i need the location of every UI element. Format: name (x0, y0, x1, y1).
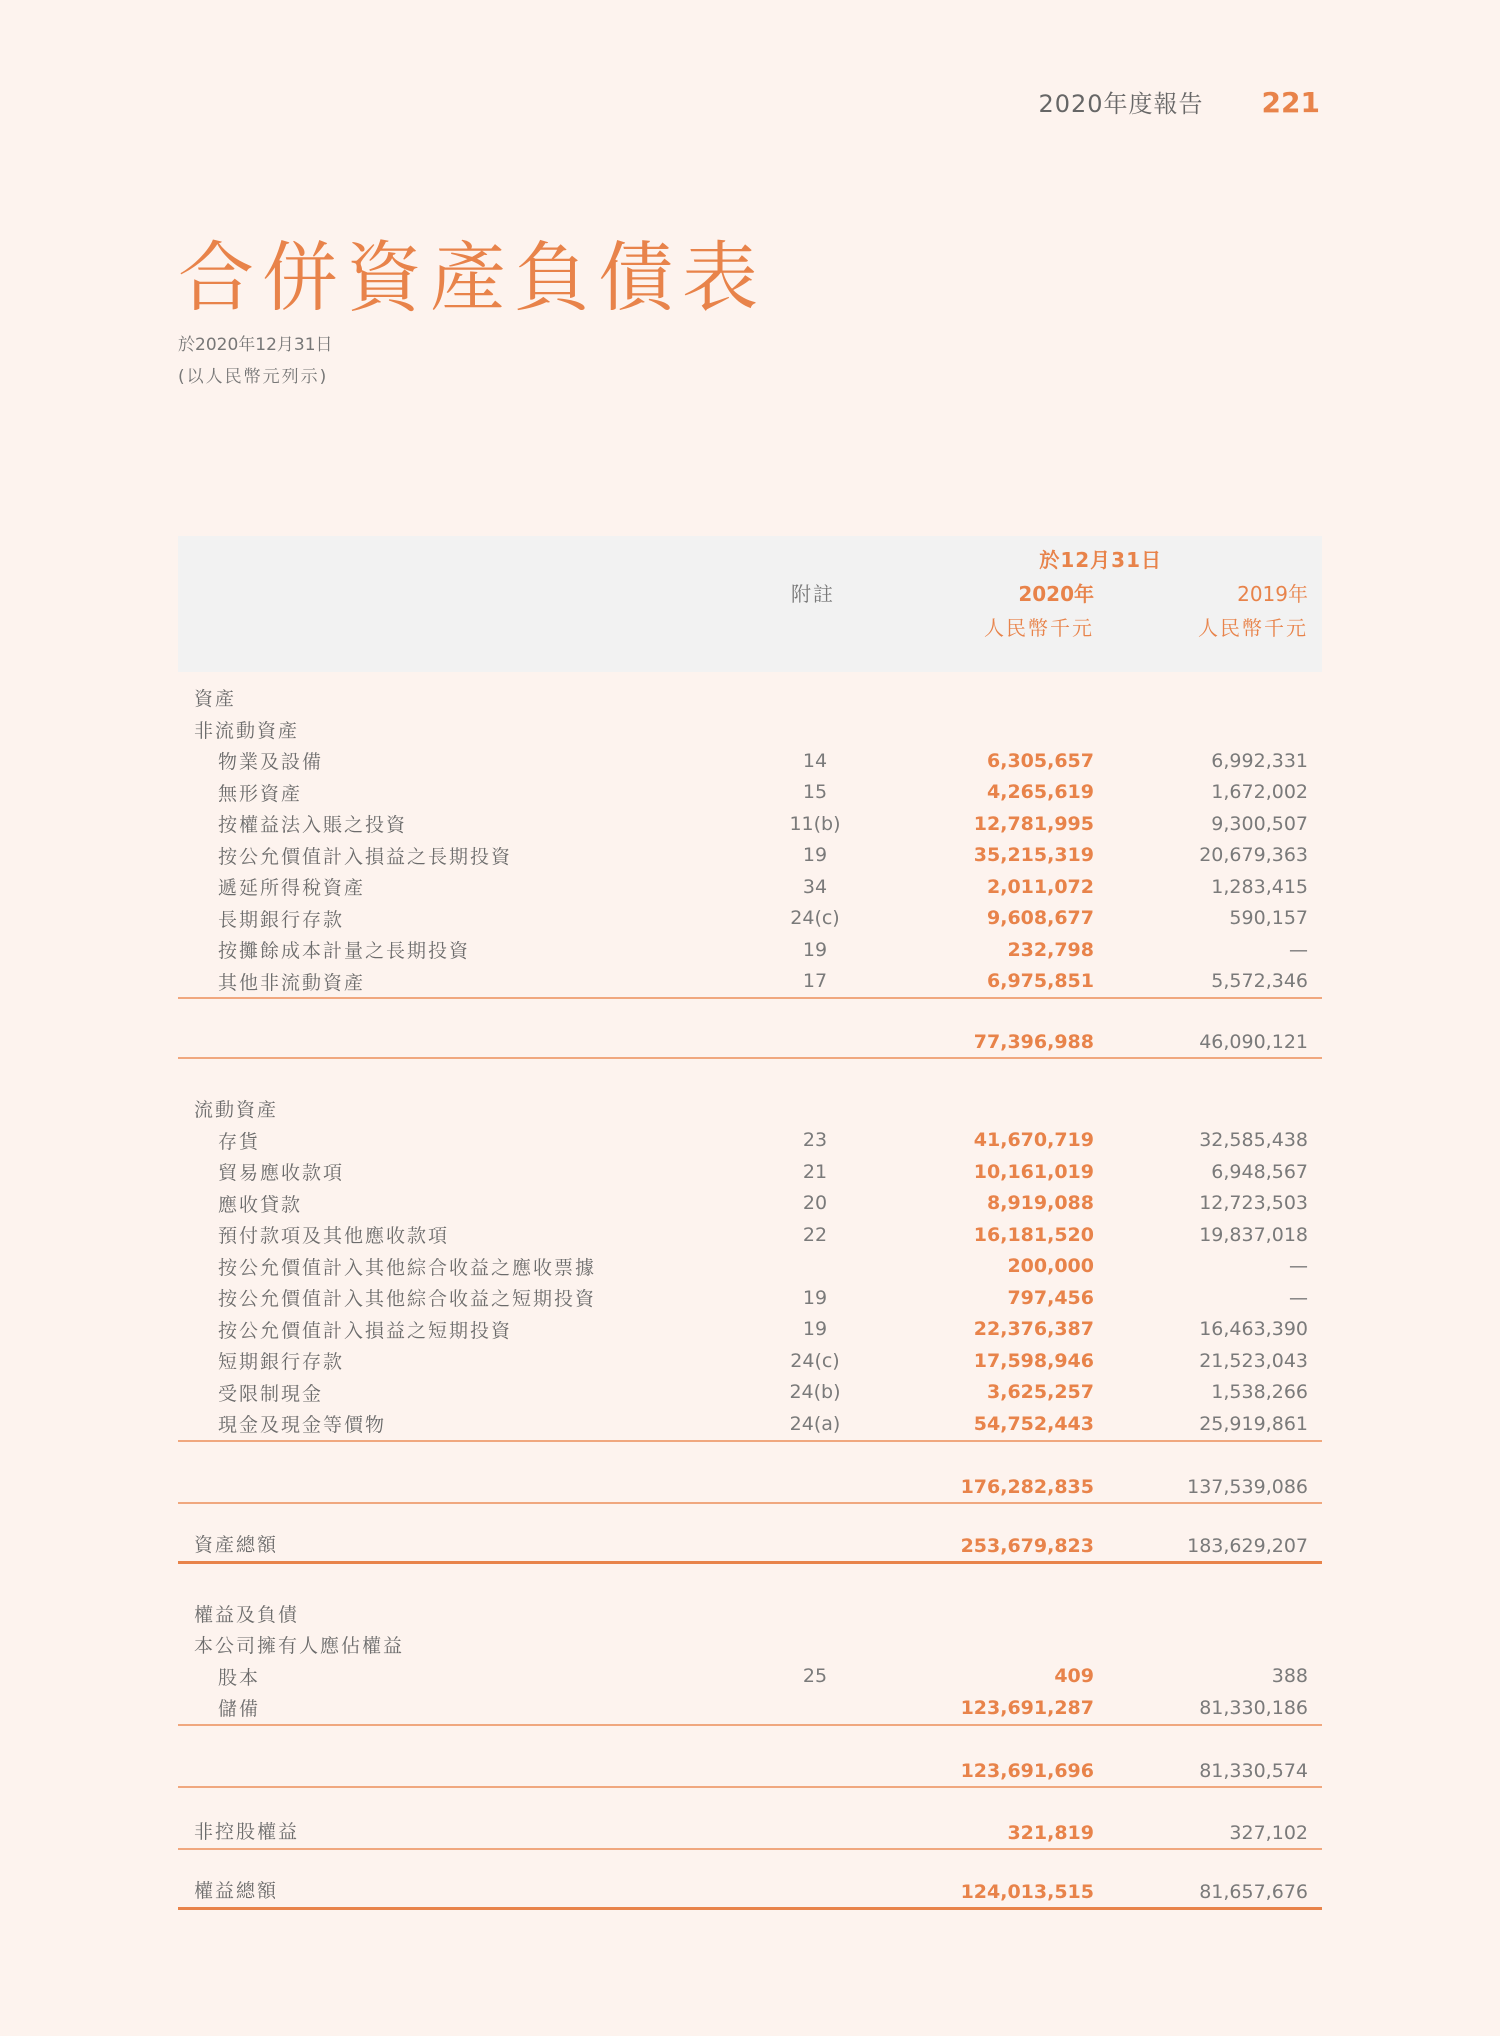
row-note: 20 (802, 1192, 828, 1215)
row-value-2019: — (1289, 1286, 1308, 1309)
table-row (178, 808, 1322, 840)
total-assets-row: 資產總額 253,679,823 183,629,207 (178, 1502, 1322, 1564)
subsection-heading: 流動資產 (194, 1099, 279, 1122)
table-row (178, 1188, 1322, 1220)
row-value-2019: 81,330,186 (1199, 1696, 1308, 1719)
row-value-2019: 20,679,363 (1199, 844, 1308, 867)
row-label: 其他非流動資產 (218, 971, 366, 994)
table-row (178, 1219, 1322, 1251)
row-note: 25 (802, 1665, 828, 1688)
row-value-2020: 12,781,995 (973, 812, 1094, 835)
row-note: 24(c) (790, 907, 840, 930)
row-label: 物業及設備 (218, 751, 324, 774)
row-label: 股本 (218, 1666, 261, 1689)
row-value-2020: 200,000 (1007, 1255, 1094, 1278)
row-label: 應收貸款 (218, 1193, 303, 1216)
row-note: 23 (802, 1129, 828, 1152)
row-value-2020: 6,305,657 (987, 749, 1094, 772)
table-row (178, 966, 1322, 998)
row-note: 19 (802, 938, 828, 961)
section-heading: 權益及負債 (194, 1603, 300, 1626)
header-currency-2020: 人民幣千元 (984, 616, 1094, 640)
row-value-2020: 9,608,677 (987, 907, 1094, 930)
row-label: 按公允價值計入損益之短期投資 (218, 1319, 513, 1342)
row-value-2019: 12,723,503 (1199, 1192, 1308, 1215)
row-value-2019: 32,585,438 (1199, 1129, 1308, 1152)
row-note: 21 (802, 1160, 828, 1183)
row-note: 19 (802, 1318, 828, 1341)
row-value-2020: 10,161,019 (973, 1160, 1094, 1183)
row-label: 長期銀行存款 (218, 908, 345, 931)
table-row (178, 1661, 1322, 1693)
row-label: 按攤餘成本計量之長期投資 (218, 940, 471, 963)
row-label: 遞延所得稅資產 (218, 877, 366, 900)
row-label: 按公允價值計入其他綜合收益之應收票據 (218, 1256, 597, 1279)
row-value-2019: 21,523,043 (1199, 1349, 1308, 1372)
table-row (178, 1345, 1322, 1377)
row-value-2019: 19,837,018 (1199, 1223, 1308, 1246)
subtotal-row: 176,282,835 137,539,086 (178, 1440, 1322, 1502)
table-header (178, 536, 1322, 672)
section-heading: 資產 (194, 688, 237, 711)
row-label: 預付款項及其他應收款項 (218, 1225, 450, 1248)
row-value-2020: 16,181,520 (973, 1223, 1094, 1246)
table-row (178, 1282, 1322, 1314)
row-value-2020: 41,670,719 (973, 1129, 1094, 1152)
row-note: 19 (802, 1286, 828, 1309)
row-label: 無形資產 (218, 782, 303, 805)
row-label: 存貨 (218, 1130, 261, 1153)
row-value-2020: 22,376,387 (973, 1318, 1094, 1341)
subtotal-row: 123,691,696 81,330,574 (178, 1724, 1322, 1786)
row-value-2020: 8,919,088 (987, 1192, 1094, 1215)
table-row (178, 1125, 1322, 1157)
total-equity-row: 權益總額 124,013,515 81,657,676 (178, 1848, 1322, 1910)
row-value-2020: 123,691,287 (960, 1696, 1094, 1719)
row-note: 17 (802, 970, 828, 993)
table-row (178, 745, 1322, 777)
table-row (178, 934, 1322, 966)
row-label: 貿易應收款項 (218, 1162, 345, 1185)
subtitle-currency: (以人民幣元列示) (178, 367, 329, 387)
row-value-2020: 232,798 (1007, 938, 1094, 961)
header-currency-2019: 人民幣千元 (1198, 616, 1308, 640)
row-value-2019: 1,283,415 (1211, 875, 1308, 898)
row-note: 14 (802, 749, 828, 772)
table-row (178, 777, 1322, 809)
page-number: 221 (1261, 86, 1320, 119)
row-value-2019: 1,672,002 (1211, 781, 1308, 804)
balance-sheet-table (178, 536, 1322, 1910)
row-value-2020: 2,011,072 (987, 875, 1094, 898)
row-value-2020: 3,625,257 (987, 1381, 1094, 1404)
table-row (178, 840, 1322, 872)
row-note: 15 (802, 781, 828, 804)
page-title: 合併資產負債表 (178, 233, 766, 322)
row-note: 24(c) (790, 1349, 840, 1372)
row-value-2019: 388 (1271, 1665, 1308, 1688)
table-row (178, 1377, 1322, 1409)
row-label: 現金及現金等價物 (218, 1414, 387, 1437)
row-value-2019: 25,919,861 (1199, 1412, 1308, 1435)
row-value-2020: 17,598,946 (973, 1349, 1094, 1372)
row-value-2019: 6,992,331 (1211, 749, 1308, 772)
nci-row: 非控股權益 321,819 327,102 (178, 1786, 1322, 1848)
row-note: 19 (802, 844, 828, 867)
header-note: 附註 (791, 582, 835, 606)
subtitle-date: 於2020年12月31日 (178, 335, 333, 355)
row-value-2019: 1,538,266 (1211, 1381, 1308, 1404)
table-row (178, 1408, 1322, 1440)
row-value-2019: — (1289, 1255, 1308, 1278)
report-title: 2020年度報告 (1038, 90, 1204, 118)
page-header (1038, 84, 1320, 119)
row-value-2019: 16,463,390 (1199, 1318, 1308, 1341)
row-value-2020: 35,215,319 (973, 844, 1094, 867)
table-row (178, 1251, 1322, 1283)
header-as-at: 於12月31日 (1039, 548, 1162, 572)
row-value-2020: 409 (1054, 1665, 1094, 1688)
table-row (178, 1156, 1322, 1188)
row-value-2020: 4,265,619 (987, 781, 1094, 804)
row-label: 按權益法入賬之投資 (218, 814, 408, 837)
subtotal-row: 77,396,988 46,090,121 (178, 997, 1322, 1059)
row-label: 按公允價值計入其他綜合收益之短期投資 (218, 1288, 597, 1311)
row-label: 短期銀行存款 (218, 1351, 345, 1374)
row-value-2019: — (1289, 938, 1308, 961)
row-value-2019: 590,157 (1229, 907, 1308, 930)
row-value-2020: 54,752,443 (973, 1412, 1094, 1435)
row-value-2019: 6,948,567 (1211, 1160, 1308, 1183)
row-note: 22 (802, 1223, 828, 1246)
row-note: 24(a) (789, 1412, 841, 1435)
header-year-2019: 2019年 (1237, 582, 1308, 606)
row-note: 34 (802, 875, 828, 898)
row-label: 按公允價值計入損益之長期投資 (218, 845, 513, 868)
row-note: 24(b) (789, 1381, 841, 1404)
table-row (178, 1314, 1322, 1346)
row-label: 受限制現金 (218, 1382, 324, 1405)
row-value-2020: 6,975,851 (987, 970, 1094, 993)
row-note: 11(b) (789, 812, 841, 835)
row-value-2019: 5,572,346 (1211, 970, 1308, 993)
row-value-2019: 9,300,507 (1211, 812, 1308, 835)
table-row (178, 871, 1322, 903)
subsection-heading: 非流動資產 (194, 719, 300, 742)
header-year-2020: 2020年 (1018, 582, 1094, 606)
subsection-heading: 本公司擁有人應佔權益 (194, 1635, 405, 1658)
table-row (178, 903, 1322, 935)
row-label: 儲備 (218, 1698, 261, 1721)
row-value-2020: 797,456 (1007, 1286, 1094, 1309)
table-row (178, 1692, 1322, 1724)
